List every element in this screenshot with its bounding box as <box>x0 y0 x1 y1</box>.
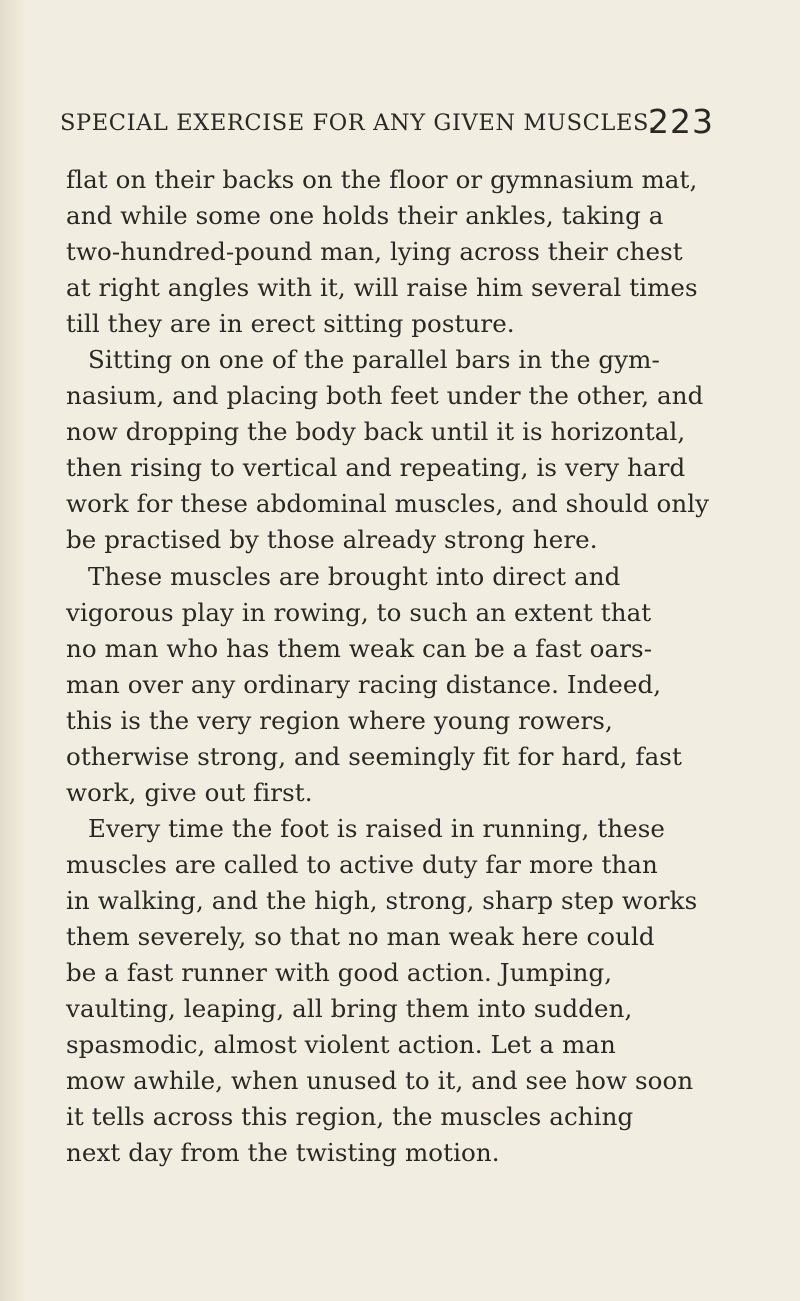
text-line: muscles are called to active duty far more than <box>66 849 658 879</box>
text-line: be practised by those already strong here. <box>66 525 598 555</box>
text-line: vaulting, leaping, all bring them into sudden, <box>66 994 633 1024</box>
text-line: now dropping the body back until it is horizontal, <box>66 417 686 447</box>
paragraph-start-line: Sitting on one of the parallel bars in the gym- <box>88 345 660 375</box>
text-line: next day from the twisting motion. <box>66 1138 500 1168</box>
text-line: spasmodic, almost violent action. Let a man <box>66 1030 616 1060</box>
text-line: it tells across this region, the muscles aching <box>66 1102 634 1132</box>
text-line: and while some one holds their ankles, taking a <box>66 201 664 231</box>
text-line: man over any ordinary racing distance. Indeed, <box>66 669 662 699</box>
text-line: in walking, and the high, strong, sharp step works <box>66 885 698 915</box>
text-line: no man who has them weak can be a fast oars- <box>66 633 653 663</box>
text-line: flat on their backs on the floor or gymnasium mat, <box>66 165 698 194</box>
paragraph-start-line: Every time the foot is raised in running, these <box>88 813 665 843</box>
text-line: nasium, and placing both feet under the other, and <box>66 381 704 411</box>
page-number: 223 <box>648 102 714 141</box>
paragraph-start-line: These muscles are brought into direct and <box>88 561 621 591</box>
text-line: be a fast runner with good action. Jumping, <box>66 958 613 988</box>
running-title: SPECIAL EXERCISE FOR ANY GIVEN MUSCLES. <box>60 110 656 136</box>
page-edge <box>0 0 26 1301</box>
text-line: them severely, so that no man weak here could <box>66 921 655 951</box>
text-line: at right angles with it, will raise him several times <box>66 273 698 303</box>
text-line: vigorous play in rowing, to such an extent that <box>66 597 652 627</box>
text-line: otherwise strong, and seemingly fit for hard, fast <box>66 741 682 771</box>
body-text <box>66 162 786 1171</box>
text-line: then rising to vertical and repeating, is very hard <box>66 453 686 483</box>
running-head <box>60 104 760 144</box>
text-line: this is the very region where young rowers, <box>66 705 613 735</box>
text-line: mow awhile, when unused to it, and see how soon <box>66 1066 694 1096</box>
text-line: till they are in erect sitting posture. <box>66 309 515 339</box>
text-line: work for these abdominal muscles, and should only <box>66 489 710 519</box>
text-line: work, give out first. <box>66 777 313 807</box>
text-line: two-hundred-pound man, lying across their chest <box>66 237 683 267</box>
